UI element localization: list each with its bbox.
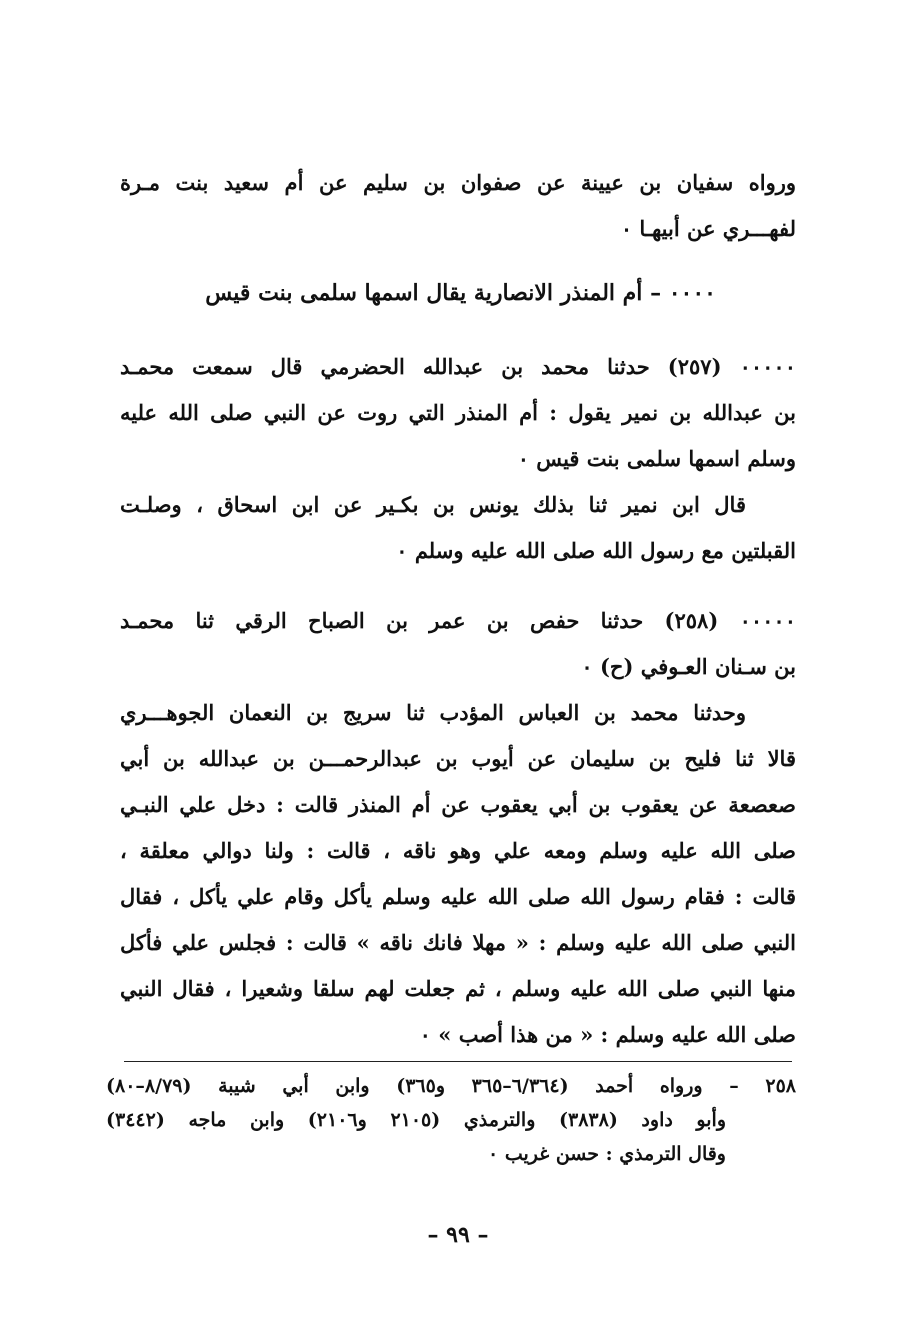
hadith-257-cont-line-2: القبلتين مع رسول الله صلى الله عليه وسلم ٠: [396, 538, 796, 563]
hadith-257-line-2: بن عبدالله بن نمير يقول : أم المنذر التي روت عن النبي صلى الله عليه: [120, 400, 796, 425]
page-number: – ٩٩ –: [427, 1222, 489, 1248]
hadith-258-cont-line-3: صعصعة عن يعقوب بن أبي يعقوب عن أم المنذر قالت : دخل علي النبـي: [120, 792, 796, 817]
footnote-divider: [124, 1061, 792, 1062]
hadith-258-line-2: بن سـنان العـوفي (ح) ٠: [581, 654, 796, 679]
hadith-258-cont-line-5: قالت : فقام رسول الله صلى الله عليه وسلم يأكل وقام علي يأكل ، فقال: [120, 884, 796, 909]
footnote-line-2: وأبو داود (٣٨٣٨) والترمذي (٢١٠٥ و٢١٠٦) وابن ماجه (٣٤٤٢): [106, 1109, 726, 1131]
footnote-line-1: ٢٥٨ – ورواه أحمد (٦/٣٦٤–٣٦٥ و٣٦٥) وابن أبي شيبة (٨/٧٩–٨٠): [106, 1075, 796, 1097]
hadith-258-line-1: ٠٠٠٠٠ (٢٥٨) حدثنا حفص بن عمر بن الصباح الرقي ثنا محمـد: [120, 608, 796, 633]
intro-line-2: لفهـــري عن أبيهـا ٠: [620, 216, 796, 241]
hadith-258-cont-line-1: وحدثنا محمد بن العباس المؤدب ثنا سريج بن النعمان الجوهـــري: [120, 700, 746, 725]
section-heading: ٠٠٠٠ – أم المنذر الانصارية يقال اسمها سلمى بنت قيس: [205, 280, 716, 306]
hadith-258-cont-line-6: النبي صلى الله عليه وسلم : « مهلا فانك ناقه » قالت : فجلس علي فأكل: [120, 930, 796, 955]
intro-line-1: ورواه سفيان بن عيينة عن صفوان بن سليم عن أم سعيد بنت مـرة: [120, 170, 796, 195]
hadith-258-cont-line-8: صلى الله عليه وسلم : « من هذا أصب » ٠: [419, 1022, 796, 1047]
footnote-line-3: وقال الترمذي : حسن غريب ٠: [488, 1143, 726, 1165]
hadith-258-cont-line-2: قالا ثنا فليح بن سليمان عن أيوب بن عبدالرحمـــن بن عبدالله بن أبي: [120, 746, 796, 771]
hadith-257-line-1: ٠٠٠٠٠ (٢٥٧) حدثنا محمد بن عبدالله الحضرمي قال سمعت محمـد: [120, 354, 796, 379]
hadith-258-cont-line-7: منها النبي صلى الله عليه وسلم ، ثم جعلت لهم سلقا وشعيرا ، فقال النبي: [120, 976, 796, 1001]
hadith-258-cont-line-4: صلى الله عليه وسلم ومعه علي وهو ناقه ، قالت : ولنا دوالي معلقة ،: [120, 838, 796, 863]
hadith-257-cont-line-1: قال ابن نمير ثنا بذلك يونس بن بكـير عن ابن اسحاق ، وصلـت: [120, 492, 746, 517]
hadith-257-line-3: وسلم اسمها سلمى بنت قيس ٠: [517, 446, 796, 471]
